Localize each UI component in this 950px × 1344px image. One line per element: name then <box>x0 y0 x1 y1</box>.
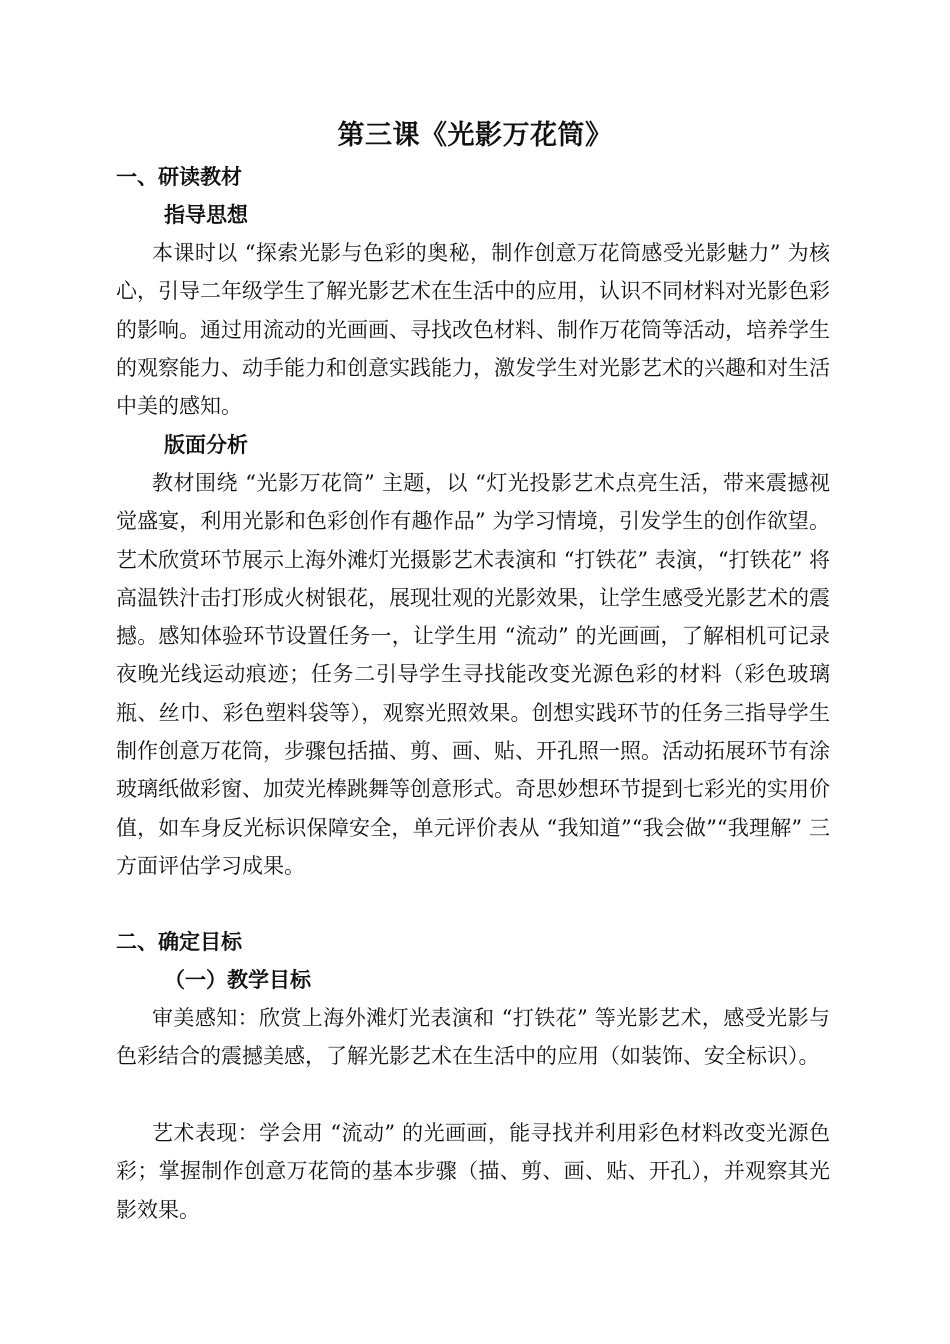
document-title: 第三课《光影万花筒》 <box>337 120 613 151</box>
subsection-heading-layout-analysis: 版面分析 <box>164 432 248 457</box>
paragraph-aesthetic-perception: 审美感知：欣赏上海外滩灯光表演和 “打铁花” 等光影艺术，感受光影与色彩结合的震撼美感，了解光影艺术在生活中的应用（如装饰、安全标识）。 <box>116 1006 830 1069</box>
paragraph-guiding-ideas: 本课时以 “探索光影与色彩的奥秘，制作创意万花筒感受光影魅力” 为核心，引导二年级学生了解光影艺术在生活中的应用，认识不同材料对光影色彩的影响。通过用流动的光画画、寻找改色材料、制作万花筒等活动，培养学生的观察能力、动手能力和创意实践能力，激发学生对光影艺术的兴趣和对生活中美的感知。 <box>116 241 830 419</box>
section-heading-study-materials: 一、研读教材 <box>116 164 242 189</box>
section-heading-set-goals: 二、确定目标 <box>116 929 242 954</box>
subsection-heading-teaching-goals: （一）教学目标 <box>164 967 311 992</box>
paragraph-layout-analysis: 教材围绕 “光影万花筒” 主题，以 “灯光投影艺术点亮生活，带来震撼视觉盛宴，利用光影和色彩创作有趣作品” 为学习情境，引发学生的创作欲望。艺术欣赏环节展示上海外滩灯光摄影艺术表演和 “打铁花” 表演，“打铁花” 将高温铁汁击打形成火树银花，展现壮观的光影效果，让学生感受光影艺术的震撼。感知体验环节设置任务一，让学生用 “流动” 的光画画，了解相机可记录夜晚光线运动痕迹；任务二引导学生寻找能改变光源色彩的材料（彩色玻璃瓶、丝巾、彩色塑料袋等），观察光照效果。创想实践环节的任务三指导学生制作创意万花筒，步骤包括描、剪、画、贴、开孔照一照。活动拓展环节有涂玻璃纸做彩窗、加荧光棒跳舞等创意形式。奇思妙想环节提到七彩光的实用价值，如车身反光标识保障安全，单元评价表从 “我知道”“我会做”“我理解” 三方面评估学习成果。 <box>116 471 830 878</box>
paragraph-artistic-expression: 艺术表现：学会用 “流动” 的光画画，能寻找并利用彩色材料改变光源色彩；掌握制作创意万花筒的基本步骤（描、剪、画、贴、开孔），并观察其光影效果。 <box>116 1121 830 1222</box>
subsection-heading-guiding-ideas: 指导思想 <box>164 202 248 227</box>
